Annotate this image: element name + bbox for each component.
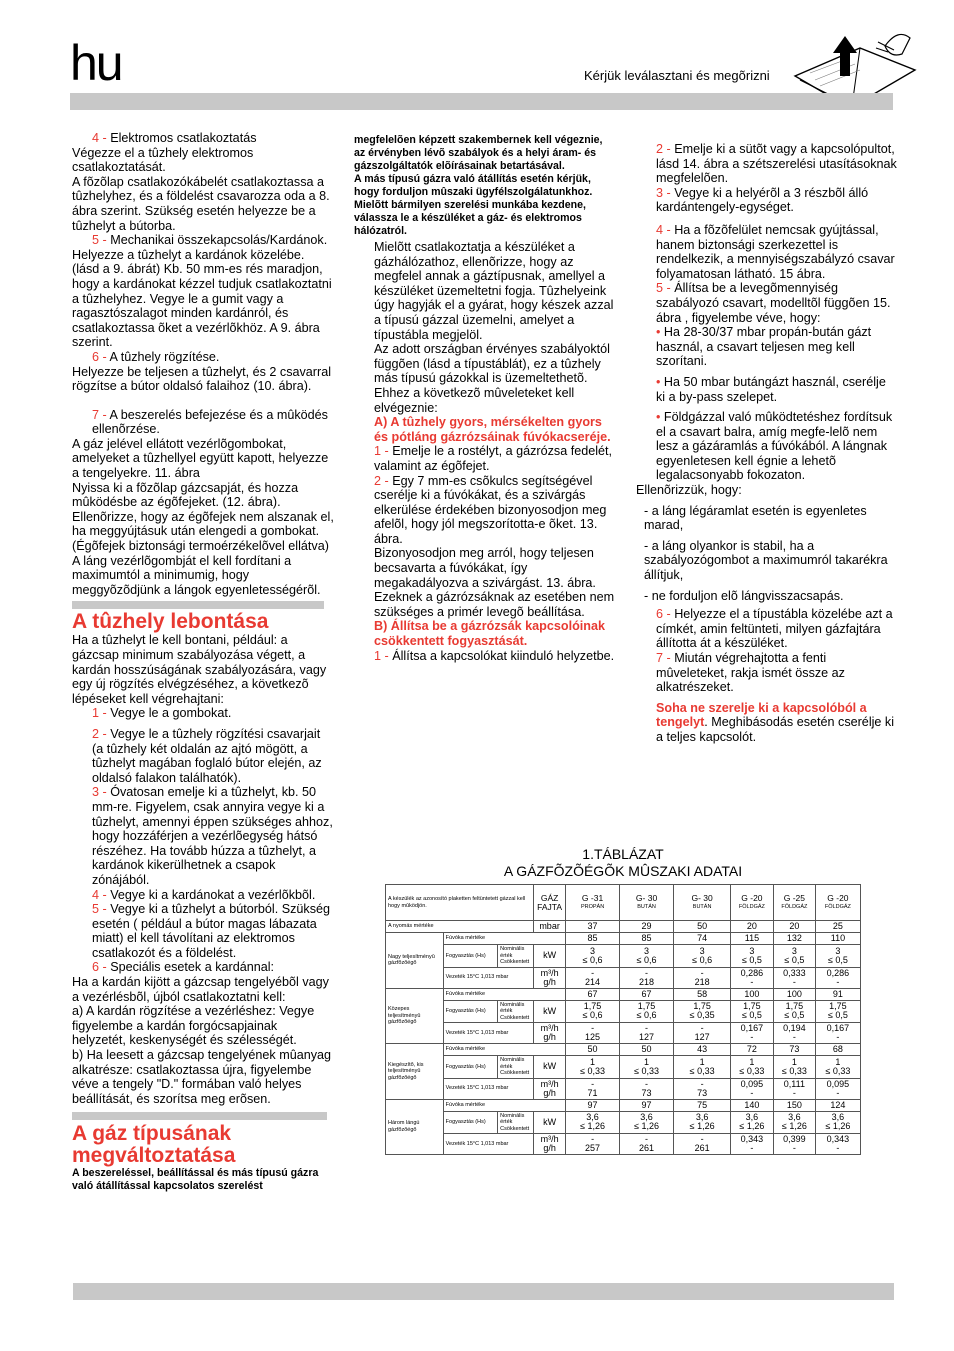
column-1 [72,131,334,1193]
volume-cell: - 218 [674,967,731,988]
volume-cell: 0,286 - [815,967,860,988]
volume-cell: - 73 [619,1078,674,1099]
burner-kw-row: Fogyasztás (Hs) Nominális érték Csökkentett kW 3,6 ≤ 1,26 3,6 ≤ 1,26 3,6 ≤ 1,26 3,6 ≤ 1,26 3,6 ≤ 1,26 3,6 ≤ 1,26 [386,1111,861,1134]
kw-cell: 1 ≤ 0,33 [730,1056,773,1079]
section-intro: Ha a tûzhelyt le kell bontani, például: a gázcsap minimum szabályozása végett, a kardán hosszúságának szabályozására, vagy egy új rögzítés elvégzéséhez, a következõ lépéseket kell végrehajtani: [72,633,327,706]
step: 5 - Állítsa be a levegõmennyiség szabályozó csavart, modelltõl függõen 15. ábra , figyelembe véve, hogy: [656,281,891,325]
nozzle-cell: 73 [773,1044,815,1056]
kw-cell: 3,6 ≤ 1,26 [815,1111,860,1134]
c1-item: Nyissa ki a fõzõlap gázcsapját, és hozza mûködésbe az égõfejeket. (12. ábra). [72,480,299,510]
volume-cell: - 125 [566,1023,619,1044]
nozzle-cell: 97 [566,1099,619,1111]
nozzle-cell: 140 [730,1099,773,1111]
c1-item: Helyezze be teljesen a tûzhelyt, és 2 csavarral rögzítse a bútor oldalsó falaihoz (10. ábra). [72,364,332,394]
c1-item: Végezze el a tûzhely elektromos csatlakoztatását. [72,145,254,175]
volume-cell: 0,194 - [773,1023,815,1044]
volume-cell: - 257 [566,1134,619,1155]
tail-text: Ha a kardán kijött a gázcsap tengelyébõl vagy a vezérlésbõl, újból csatlakoztatni kell: [72,975,329,1004]
nozzle-cell: 72 [730,1044,773,1056]
kw-cell: 3 ≤ 0,6 [674,945,731,968]
step: 1 - Vegye le a gombokat. [92,706,232,721]
nozzle-cell: 58 [674,988,731,1000]
kw-cell: 1,75 ≤ 0,5 [815,1000,860,1023]
c1-item: (Égõfejek biztonsági termoérzékelõvel ellátva) A láng vezérlõgombját el kell fordítani a maximumtól a minimumig, hogy meggyõzõdjünk a lángok egyenletességérõl. [72,539,329,597]
col-header: G -20 FÖLDGÁZ [815,885,860,921]
c1-item: 6 - A tûzhely rögzítése. [92,349,220,364]
tail-text: b) Ha leesett a gázcsap tengelyének mûanyag alkatrésze: csatlakoztassa újra, figyelembe véve a tengely "D." formában való helyes beállítását, és szorítsa meg erõsen. [72,1048,332,1106]
bullet: • Földgázzal való mûködtetéshez fordítsuk el a csavart balra, amíg megfe-lelõ nem lesz a gázáramlás a fúvókából. A lángnak egyenletesen kell égnie a lehetõ legalacsonyabb fokozaton. [656,410,893,483]
kw-cell: 1,75 ≤ 0,5 [773,1000,815,1023]
nozzle-cell: 43 [674,1044,731,1056]
nozzle-cell: 124 [815,1099,860,1111]
pressure-row: A nyomás mértéke mbar 37 29 50 20 20 25 [386,921,861,933]
column-3 [636,142,898,745]
section-title-removal: A tûzhely lebontása [72,610,269,634]
kw-cell: 3 ≤ 0,5 [773,945,815,968]
burner-volume-row: Vezeték 15°C 1,013 mbar m³/h g/h - 71 - 73 - 73 0,095 - 0,111 - 0,095 - [386,1078,861,1099]
bold-note: megfelelõen képzett szakembernek kell végeznie, az érvényben lévõ szabályok és a helyi áram- és gázszolgáltatók elõírásainak betartásával. [354,134,603,172]
nozzle-cell: 132 [773,933,815,945]
burner-name: Közepes teljesítményû gázfõzõégõ [386,988,444,1044]
volume-cell: 0,167 - [730,1023,773,1044]
c1-item: 4 - Elektromos csatlakoztatás [92,131,257,145]
step: 2 - Vegye le a tûzhely rögzítési csavarjait (a tûzhely két oldalán az ajtó mögött, a tûzhelyt magában foglaló bútor elején, az oldalsó falakon találhatók). [92,726,322,785]
nozzle-cell: 68 [815,1044,860,1056]
nozzle-cell: 100 [730,988,773,1000]
kw-cell: 1 ≤ 0,33 [619,1056,674,1079]
nozzle-cell: 85 [619,933,674,945]
footer-bar [73,1283,894,1300]
step: 1 - Állítsa a kapcsolókat kiinduló helyzetbe. [374,648,615,663]
paragraph: Az adott országban érvényes szabályoktól függõen (lásd a típustáblát), ez a tûzhely más típusú gázokkal is üzemeltethetõ. Ehhez a következõ mûveleteket kell elvégeznie: [374,342,610,415]
volume-cell: 0,343 - [815,1134,860,1155]
nozzle-cell: 50 [619,1044,674,1056]
volume-cell: - 218 [619,967,674,988]
kw-cell: 1 ≤ 0,33 [773,1056,815,1079]
paragraph: Mielõtt csatlakoztatja a készüléket a gázhálózathoz, ellenõrizze, hogy az megfelel annak a gáztípusnak, amellyel a készüléket üzemeltetni fogja. Tûzhelyeink úgy hagyják el a gyárat, hogy készek azzal a típusú gázzal üzemelni, amelyet a típustábla megjelöl. [374,240,614,342]
bold-note: Mielõtt bármilyen szerelési munkába kezdene, válassza le a készüléket a gáz- és elektromos hálózatról. [354,199,586,237]
table-corner-note: A készülék az azonosító plaketten feltüntetett gázzal kell hogy mûködjön. [386,885,534,921]
bullet: • Ha 28-30/37 mbar propán-bután gázt használ, a csavart teljesen meg kell szorítani. [656,325,872,369]
section-divider [72,1112,327,1120]
step: 5 - Vegye ki a tûzhelyt a bútorból. Szükség esetén ( például a bútor magas lábazata miatt) el kell távolítani az elektromos csatlakozót és a földelést. [92,902,331,960]
volume-cell: 0,286 - [730,967,773,988]
step: 1 - Emelje le a rostélyt, a gázrózsa fedelét, valamint az égõfejet. [374,444,613,473]
kw-cell: 3,6 ≤ 1,26 [566,1111,619,1134]
burner-nozzle-row: Három lángú gázfõzõégõ Fúvóka mértéke 97 97 75 140 150 124 [386,1099,861,1111]
volume-cell: - 261 [674,1134,731,1155]
kw-cell: 3 ≤ 0,6 [566,945,619,968]
volume-cell: 0,399 - [773,1134,815,1155]
kw-cell: 1 ≤ 0,33 [566,1056,619,1079]
language-code: hu [70,35,122,91]
nozzle-cell: 75 [674,1099,731,1111]
step: 6 - Speciális esetek a kardánnal: [92,960,275,975]
bold-note: A más típusú gázra való átállítás esetén kérjük, hogy forduljon mûszaki ügyfélszolgálatunkhoz. [354,173,593,198]
volume-cell: - 71 [566,1078,619,1099]
c1-item: A fõzõlap csatlakozókábelét csatlakoztassa a tûzhelyhez, és a földelést csavarozza oda a 8. ábra szerint. Szükség esetén helyezze be a tûzhelyt a bútorba. [72,174,330,233]
kw-cell: 3,6 ≤ 1,26 [674,1111,731,1134]
tail-text: a) A kardán rögzítése a vezérléshez: Vegye figyelembe a kardán forgócsapjainak helyzetét, keskenységét és szélességét. [72,1004,315,1048]
step: 4 - Ha a fõzõfelület nemcsak gyújtással, hanem biztonsági szerkezettel is rendelkezik, a mennyiségszabályzó csavar folyamatosan látható. 15 ábra. [656,222,895,281]
burner-name: Három lángú gázfõzõégõ [386,1099,444,1155]
volume-cell: - 73 [674,1078,731,1099]
step: 2 - Emelje ki a sütõt vagy a kapcsolópultot, lásd 14. ábra a szétszerelési utasításoknak megfelelõen. [656,142,897,186]
nozzle-cell: 50 [566,1044,619,1056]
volume-cell: 0,343 - [730,1134,773,1155]
paragraph: Bizonyosodjon meg arról, hogy teljesen becsavarta a fúvókákat, így megakadályozva a szivárgást. 13. ábra. Ezeknek a gázrózsáknak az esetében nem szükséges a primér levegõ beállítása. [374,546,615,619]
c1-item: Ellenõrizze, hogy az égõfejek nem alszanak el, ha meggyújtásuk után elengedi a gombokat. [72,509,334,539]
col-header: G- 30 BUTÁN [619,885,674,921]
volume-cell: - 214 [566,967,619,988]
section-divider [72,601,324,609]
kw-cell: 3,6 ≤ 1,26 [773,1111,815,1134]
kw-cell: 1,75 ≤ 0,35 [674,1000,731,1023]
burner-kw-row: Fogyasztás (Hs) Nominális érték Csökkentett kW 1,75 ≤ 0,6 1,75 ≤ 0,6 1,75 ≤ 0,35 1,75 ≤ 0,5 1,75 ≤ 0,5 1,75 ≤ 0,5 [386,1000,861,1023]
check-line: Ellenõrizzük, hogy: [636,483,742,498]
col-header: G -25 FÖLDGÁZ [773,885,815,921]
nozzle-cell: 97 [619,1099,674,1111]
volume-cell: 0,167 - [815,1023,860,1044]
warning: Soha ne szerelje ki a kapcsolóból a tengelyt. Meghibásodás esetén cserélje ki a teljes kapcsolót. [656,700,895,744]
header-bar [70,93,893,110]
step: 3 - Óvatosan emelje ki a tûzhelyt, kb. 50 mm-re. Figyelem, csak annyira vegye ki a tûzhelyt, amennyi éppen szükséges ahhoz, hogy hozzáférjen a vezérlõegység hátsó részéhez. Ha tovább húzza a tûzhelyt, a kardánok kikerülhetnek a csapok zónájából. [92,785,333,887]
gas-type-header: GÁZ FAJTA [533,885,566,921]
volume-cell: 0,095 - [815,1078,860,1099]
volume-cell: 0,333 - [773,967,815,988]
nozzle-cell: 91 [815,988,860,1000]
nozzle-cell: 150 [773,1099,815,1111]
col-header: G- 30 BUTÁN [674,885,731,921]
nozzle-cell: 67 [619,988,674,1000]
kw-cell: 3,6 ≤ 1,26 [730,1111,773,1134]
burner-nozzle-row: Közepes teljesítményû gázfõzõégõ Fúvóka mértéke 67 67 58 100 100 91 [386,988,861,1000]
volume-cell: - 127 [674,1023,731,1044]
volume-cell: - 127 [619,1023,674,1044]
burner-name: Nagy teljesítményû gázfõzõégõ [386,933,444,989]
section-intro-bold: A beszereléssel, beállítással és más típusú gázra való átállítással kapcsolatos szerelést [72,1167,319,1193]
c1-item: 5 - Mechanikai összekapcsolás/Kardánok. [92,233,328,248]
burner-nozzle-row: Nagy teljesítményû gázfõzõégõ Fúvóka mértéke 85 85 74 115 132 110 [386,933,861,945]
dash-item: - a láng légáramlat esetén is egyenletes marad, [644,503,867,533]
burner-kw-row: Fogyasztás (Hs) Nominális érték Csökkentett kW 3 ≤ 0,6 3 ≤ 0,6 3 ≤ 0,6 3 ≤ 0,5 3 ≤ 0,5 3 ≤ 0,5 [386,945,861,968]
nozzle-cell: 85 [566,933,619,945]
column-2 [354,134,616,663]
burner-kw-row: Fogyasztás (Hs) Nominális érték Csökkentett kW 1 ≤ 0,33 1 ≤ 0,33 1 ≤ 0,33 1 ≤ 0,33 1 ≤ 0,33 1 ≤ 0,33 [386,1056,861,1079]
kw-cell: 1 ≤ 0,33 [815,1056,860,1079]
volume-cell: 0,111 - [773,1078,815,1099]
step: 4 - Vegye ki a kardánokat a vezérlõkbõl. [92,887,316,902]
nozzle-cell: 74 [674,933,731,945]
kw-cell: 1 ≤ 0,33 [674,1056,731,1079]
burner-name: Kiegészítõ, kis teljesítményû gázfõzõégõ [386,1044,444,1100]
subheading-a: A) A tûzhely gyors, mérsékelten gyors és pótláng gázrózsáinak fúvókacseréje. [374,415,611,444]
section-title-gas: A gáz típusának megváltoztatása [72,1122,236,1168]
burner-volume-row: Vezeték 15°C 1,013 mbar m³/h g/h - 257 - 261 - 261 0,343 - 0,399 - 0,343 - [386,1134,861,1155]
c1-item: 7 - A beszerelés befejezése és a mûködés ellenõrzése. [92,407,328,437]
step: 7 - Miután végrehajtotta a fenti mûveleteket, rakja ismét össze az alkatrészeket. [656,651,845,695]
burner-nozzle-row: Kiegészítõ, kis teljesítményû gázfõzõégõ Fúvóka mértéke 50 50 43 72 73 68 [386,1044,861,1056]
keep-note: Kérjük leválasztani és megõrizni [584,68,770,83]
kw-cell: 1,75 ≤ 0,5 [730,1000,773,1023]
bullet: • Ha 50 mbar butángázt használ, cserélje ki a by-pass szelepet. [656,374,886,404]
col-header: G -20 FÖLDGÁZ [730,885,773,921]
nozzle-cell: 100 [773,988,815,1000]
volume-cell: 0,095 - [730,1078,773,1099]
kw-cell: 1,75 ≤ 0,6 [619,1000,674,1023]
c1-item: Helyezze a tûzhelyt a kardánok közelébe. (lásd a 9. ábrát) Kb. 50 mm-es rés maradjon, hogy a kardánokat kézzel tudjuk csatlakoztatni a tûzhelyhez. Vegye le a gumit vagy a ragasztószalagot minden kardánról, és csatlakoztassa õket a vezérlõkhöz. A 9. ábra szerint. [72,247,332,350]
gas-burner-table [385,884,861,1155]
step: 6 - Helyezze el a típustábla közelébe azt a címkét, amin feltünteti, milyen gázfajtára állította át a készüléket. [656,607,893,651]
table-title: 1.TÁBLÁZAT [582,846,664,862]
nozzle-cell: 115 [730,933,773,945]
burner-volume-row: Vezeték 15°C 1,013 mbar m³/h g/h - 214 - 218 - 218 0,286 - 0,333 - 0,286 - [386,967,861,988]
dash-item: - a láng olyankor is stabil, ha a szabályozógombot a maximumról takarékra állítjuk, [644,538,888,583]
kw-cell: 3 ≤ 0,5 [730,945,773,968]
kw-cell: 3 ≤ 0,6 [619,945,674,968]
step: 3 - Vegye ki a helyérõl a 3 részbõl álló kardántengely-egységet. [656,185,869,215]
nozzle-cell: 67 [566,988,619,1000]
kw-cell: 1,75 ≤ 0,6 [566,1000,619,1023]
kw-cell: 3,6 ≤ 1,26 [619,1111,674,1134]
nozzle-cell: 110 [815,933,860,945]
kw-cell: 3 ≤ 0,5 [815,945,860,968]
dash-item: - ne forduljon elõ lángvisszacsapás. [644,588,844,603]
subheading-b: B) Állítsa be a gázrózsák kapcsolóinak csökkentett fogyasztását. [374,619,605,649]
volume-cell: - 261 [619,1134,674,1155]
table-subtitle: A GÁZFÕZÕÉGÕK MÛSZAKI ADATAI [503,863,743,879]
col-header: G -31 PROPÁN [566,885,619,921]
c1-item: A gáz jelével ellátott vezérlõgombokat, amelyeket a tûzhellyel együtt kapott, helyezze a tengelyekre. 11. ábra [72,436,329,481]
step: 2 - Egy 7 mm-es csõkulcs segítségével cserélje ki a fúvókákat, és a szivárgás elkerülése érdekében bizonyosodjon meg afelõl, hogy jól megszorította-e õket. 13. ábra. [374,473,607,546]
burner-volume-row: Vezeték 15°C 1,013 mbar m³/h g/h - 125 - 127 - 127 0,167 - 0,194 - 0,167 - [386,1023,861,1044]
